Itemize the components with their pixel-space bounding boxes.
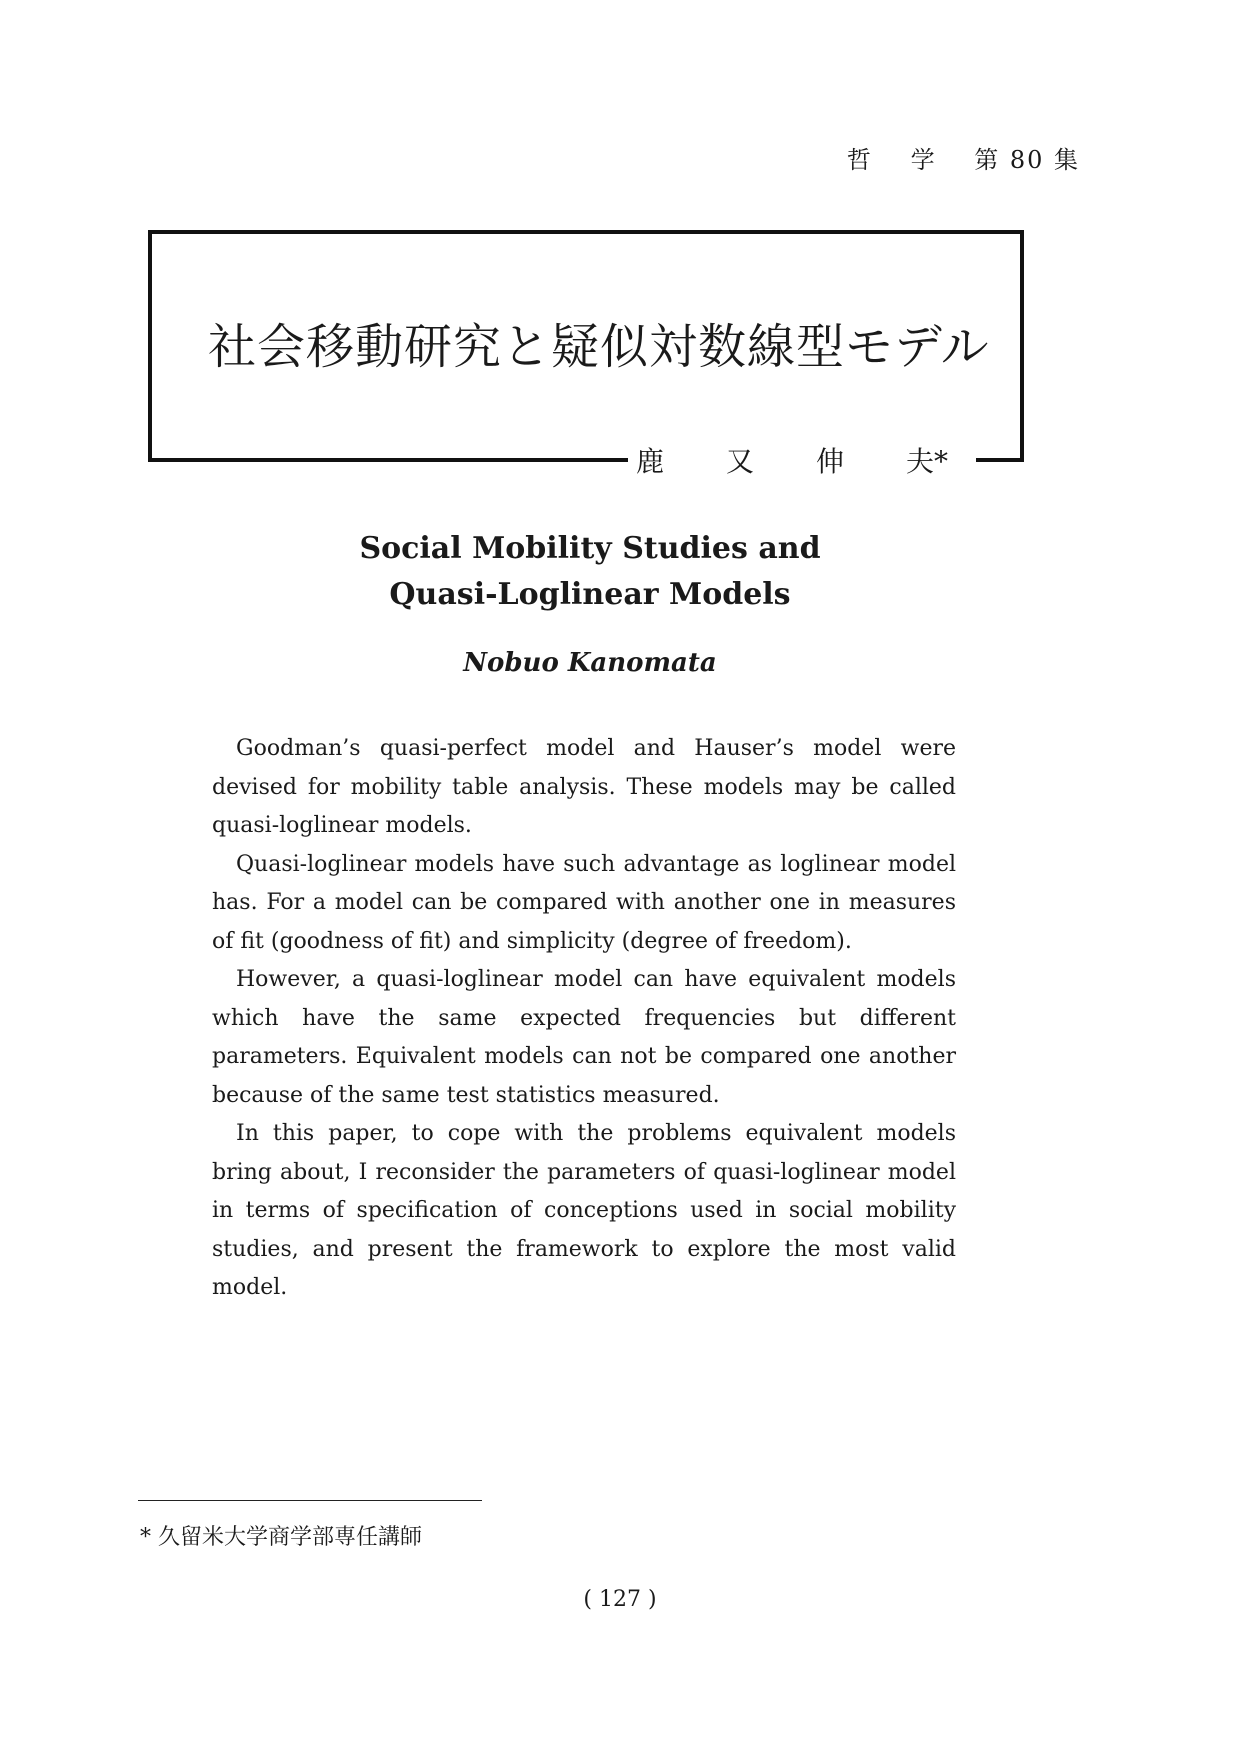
abstract-paragraph: Quasi-loglinear models have such advantage as loglinear model has. For a model can be compared with another one in measures of fit (goodness of fit) and simplicity (degree of freedom). bbox=[212, 851, 956, 954]
english-title-line: Social Mobility Studies and bbox=[359, 531, 821, 566]
frame-rule-bottom-right bbox=[976, 458, 1024, 462]
abstract-paragraph: Goodman’s quasi-perfect model and Hauser’s model were devised for mobility table analysis. These models may be called quasi-loglinear models. bbox=[212, 736, 956, 838]
footnote-rule bbox=[138, 1500, 482, 1501]
page-number: ( 127 ) bbox=[583, 1587, 657, 1612]
abstract-paragraph: In this paper, to cope with the problems equivalent models bring about, I reconsider the parameters of quasi-loglinear model in terms of specification of conceptions used in social mobility studies, and present the framework to explore the most valid model. bbox=[212, 1121, 956, 1300]
english-author: Nobuo Kanomata bbox=[463, 648, 717, 678]
frame-rule-right bbox=[1020, 230, 1024, 462]
frame-rule-bottom-left bbox=[148, 458, 628, 462]
english-title-line: Quasi-Loglinear Models bbox=[389, 577, 791, 612]
frame-rule-left bbox=[148, 230, 152, 462]
japanese-author bbox=[636, 440, 948, 480]
title-frame bbox=[148, 230, 1024, 478]
author-char: 又 bbox=[726, 445, 755, 478]
footnote: * 久留米大学商学部専任講師 bbox=[140, 1525, 422, 1550]
journal-part: 哲 bbox=[846, 146, 873, 174]
journal-part: 第 80 集 bbox=[974, 146, 1080, 174]
author-char: 夫* bbox=[906, 445, 949, 478]
english-title bbox=[300, 526, 880, 618]
journal-part: 学 bbox=[910, 146, 937, 174]
author-char: 伸 bbox=[816, 445, 845, 478]
abstract-paragraph: However, a quasi-loglinear model can have equivalent models which have the same expected frequencies but different parameters. Equivalent models can not be compared one another because of the same test statistics measured. bbox=[212, 967, 956, 1108]
frame-rule-top bbox=[148, 230, 1024, 234]
abstract bbox=[212, 730, 956, 1308]
journal-header bbox=[819, 140, 1080, 175]
author-char: 鹿 bbox=[636, 445, 665, 478]
japanese-title: 社会移動研究と疑似対数線型モデル bbox=[208, 319, 990, 375]
